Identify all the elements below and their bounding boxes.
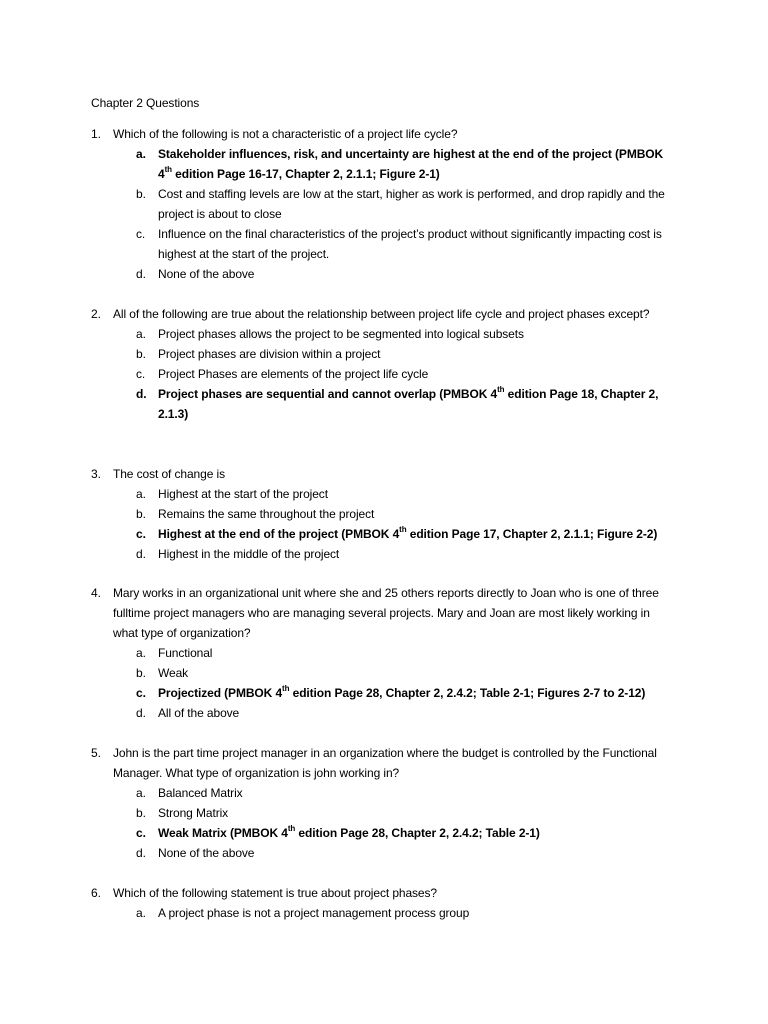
option-a	[0, 903, 678, 923]
option-letter: d.	[136, 547, 146, 561]
option-text: Weak	[158, 666, 189, 680]
question-text: Which of the following statement is true about project phases?	[113, 886, 437, 900]
option-letter: d.	[136, 267, 146, 281]
option-list	[0, 324, 768, 424]
option-text: Stakeholder influences, risk, and uncertainty are highest at the end of the project (PMBOK 4	[158, 147, 664, 181]
option-text-cont: edition Page 17, Chapter 2, 2.1.1; Figure 2-2)	[406, 527, 658, 541]
question-number: 3.	[91, 467, 101, 481]
question-number: 1.	[91, 127, 101, 141]
option-d	[0, 843, 678, 863]
option-c-correct	[0, 823, 678, 843]
question-text: Which of the following is not a characteristic of a project life cycle?	[113, 127, 458, 141]
question-1	[0, 124, 768, 284]
option-letter: d.	[136, 387, 147, 401]
option-text: Cost and staffing levels are low at the start, higher as work is performed, and drop rapidly and the project is about to close	[158, 187, 665, 221]
option-text: Highest at the start of the project	[158, 487, 328, 501]
question-number: 5.	[91, 746, 101, 760]
option-letter: b.	[136, 187, 146, 201]
option-c	[0, 224, 678, 264]
question-stem	[0, 464, 668, 484]
question-2	[0, 304, 768, 424]
superscript: th	[287, 824, 296, 833]
question-6	[0, 883, 768, 923]
question-text: All of the following are true about the relationship between project life cycle and project phases except?	[113, 307, 650, 321]
option-letter: b.	[136, 666, 146, 680]
option-text-cont: edition Page 28, Chapter 2, 2.4.2; Table 2-1)	[295, 826, 540, 840]
option-text: Highest in the middle of the project	[158, 547, 340, 561]
option-text: Project phases are division within a project	[158, 347, 381, 361]
option-list	[0, 903, 768, 923]
option-text-cont: edition Page 28, Chapter 2, 2.4.2; Table 2-1; Figures 2-7 to 2-12)	[289, 686, 646, 700]
option-letter: a.	[136, 906, 146, 920]
option-d	[0, 264, 678, 284]
option-letter: b.	[136, 507, 146, 521]
option-letter: c.	[136, 527, 146, 541]
option-list	[0, 783, 768, 863]
option-b	[0, 504, 678, 524]
superscript: th	[399, 525, 407, 534]
question-stem	[0, 304, 668, 324]
option-text-cont: edition Page 18, Chapter 2, 2.1.3)	[158, 387, 659, 421]
question-number: 6.	[91, 886, 101, 900]
option-text: Balanced Matrix	[158, 786, 243, 800]
option-list	[0, 484, 768, 564]
option-letter: c.	[136, 227, 146, 241]
option-text: Strong Matrix	[158, 806, 229, 820]
page-title: Chapter 2 Questions	[91, 96, 200, 110]
option-list	[0, 144, 768, 284]
option-a	[0, 643, 678, 663]
question-number: 4.	[91, 586, 101, 600]
question-stem	[0, 883, 668, 903]
option-d	[0, 544, 678, 564]
option-d	[0, 703, 678, 723]
option-text: Project Phases are elements of the project life cycle	[158, 367, 429, 381]
option-c-correct	[0, 524, 678, 544]
option-text: All of the above	[158, 706, 240, 720]
option-letter: b.	[136, 806, 146, 820]
option-text: Projectized (PMBOK 4	[158, 686, 283, 700]
option-letter: a.	[136, 646, 146, 660]
option-letter: d.	[136, 706, 146, 720]
question-3	[0, 464, 768, 564]
option-b	[0, 663, 678, 683]
option-letter: a.	[136, 147, 146, 161]
option-text: None of the above	[158, 846, 255, 860]
option-a	[0, 324, 678, 344]
option-letter: d.	[136, 846, 146, 860]
question-stem	[0, 743, 668, 783]
question-number: 2.	[91, 307, 101, 321]
question-stem	[0, 124, 668, 144]
option-list	[0, 643, 768, 723]
superscript: th	[497, 385, 505, 394]
question-4	[0, 583, 768, 723]
option-a	[0, 484, 678, 504]
option-letter: a.	[136, 487, 146, 501]
option-text: Highest at the end of the project (PMBOK 4	[158, 527, 400, 541]
option-c	[0, 364, 678, 384]
option-a	[0, 783, 678, 803]
option-b	[0, 344, 678, 364]
option-text: Influence on the final characteristics of the project’s product without significantly impacting cost is highest at the start of the project.	[158, 227, 662, 261]
option-letter: c.	[136, 826, 146, 840]
option-letter: c.	[136, 686, 146, 700]
question-stem	[0, 583, 668, 643]
question-text: The cost of change is	[113, 467, 225, 481]
option-c-correct	[0, 683, 678, 703]
option-text: A project phase is not a project management process group	[158, 906, 470, 920]
option-text: None of the above	[158, 267, 255, 281]
option-a-correct	[0, 144, 678, 184]
option-text-cont: edition Page 16-17, Chapter 2, 2.1.1; Figure 2-1)	[171, 167, 440, 181]
option-text: Project phases are sequential and cannot overlap (PMBOK 4	[158, 387, 498, 401]
option-letter: a.	[136, 786, 146, 800]
option-text: Functional	[158, 646, 213, 660]
superscript: th	[164, 165, 172, 174]
question-text: Mary works in an organizational unit where she and 25 others reports directly to Joan who is one of three fulltime project managers who are managing several projects. Mary and Joan are most likely working in what type of organization?	[113, 586, 659, 640]
option-letter: b.	[136, 347, 146, 361]
option-d-correct	[0, 384, 678, 424]
superscript: th	[282, 684, 290, 693]
option-b	[0, 184, 678, 224]
option-letter: a.	[136, 327, 146, 341]
option-b	[0, 803, 678, 823]
question-5	[0, 743, 768, 863]
option-text: Project phases allows the project to be segmented into logical subsets	[158, 327, 524, 341]
option-letter: c.	[136, 367, 146, 381]
option-text: Remains the same throughout the project	[158, 507, 375, 521]
option-text: Weak Matrix (PMBOK 4	[158, 826, 288, 840]
question-text: John is the part time project manager in an organization where the budget is controlled by the Functional Manager. What type of organization is john working in?	[113, 746, 657, 780]
